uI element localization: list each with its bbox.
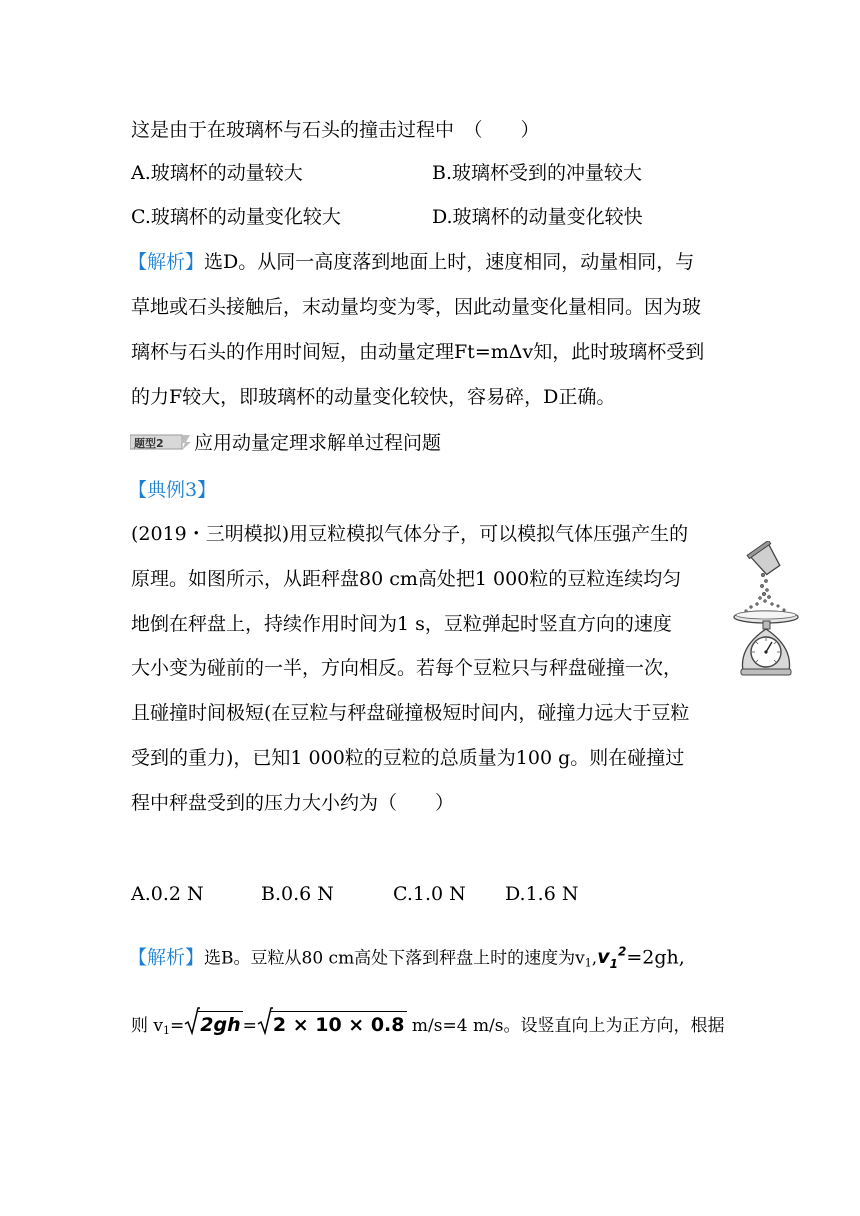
- example-line: 受到的重力)，已知1 000粒的豆粒的总质量为100 g。则在碰撞过: [131, 747, 685, 769]
- option-b: B.玻璃杯受到的冲量较大: [432, 162, 643, 184]
- example-tag: 【典例3】: [128, 479, 217, 501]
- option-a: A.0.2 N: [131, 883, 204, 905]
- section-badge-icon: [130, 433, 192, 451]
- option-d: D.玻璃杯的动量变化较快: [432, 206, 643, 228]
- option-c: C.玻璃杯的动量变化较大: [131, 206, 341, 228]
- section-title: 应用动量定理求解单过程问题: [194, 432, 442, 454]
- question-stem: 这是由于在玻璃杯与石头的撞击过程中 （ ）: [131, 119, 540, 141]
- radical-icon: [257, 1007, 273, 1035]
- analysis-line: 草地或石头接触后，末动量均变为零，因此动量变化量相同。因为玻: [131, 296, 702, 318]
- scale-illustration: [733, 541, 817, 677]
- example-line: 大小变为碰前的一半，方向相反。若每个豆粒只与秤盘碰撞一次，: [131, 657, 683, 679]
- sqrt-2gh: 2gh: [184, 1011, 242, 1037]
- formula-v1-squared: $v_1^2$: [597, 945, 627, 972]
- option-b: B.0.6 N: [261, 883, 334, 905]
- analysis-line: 的力F较大，即玻璃杯的动量变化较快，容易碎，D正确。: [131, 386, 616, 408]
- subscript: 1: [584, 956, 592, 970]
- radical-icon: [184, 1007, 200, 1035]
- example-line: (2019・三明模拟)用豆粒模拟气体分子，可以模拟气体压强产生的: [131, 523, 689, 545]
- section-heading: [130, 431, 441, 455]
- scale-with-beans-image: [733, 541, 817, 677]
- analysis-tag: 【解析】: [128, 946, 205, 969]
- formula-tail: =2gh,: [626, 946, 685, 969]
- example-line: 程中秤盘受到的压力大小约为（ ）: [131, 792, 455, 814]
- analysis-line: 选D。从同一高度落到地面上时，速度相同，动量相同，与: [204, 251, 695, 273]
- analysis-line-formula: 则 $v_1=$ 2gh = 2 × 10 × 0.8 m/s=4 m/s。设竖直向上为正方向，根据: [131, 1011, 725, 1043]
- option-d: D.1.6 N: [505, 883, 579, 905]
- option-c: C.1.0 N: [393, 883, 466, 905]
- analysis-tag: 【解析】: [128, 251, 205, 273]
- sqrt-2x10x0.8: 2 × 10 × 0.8: [257, 1011, 407, 1037]
- analysis-line: 璃杯与石头的作用时间短，由动量定理Ft=mΔv知，此时玻璃杯受到: [131, 341, 705, 363]
- analysis-line: 选B。豆粒从80 cm高处下落到秤盘上时的速度为v: [204, 948, 585, 969]
- example-line: 地倒在秤盘上，持续作用时间为1 s，豆粒弹起时竖直方向的速度: [131, 613, 672, 635]
- analysis-paragraph-2: 【解析】选B。豆粒从80 cm高处下落到秤盘上时的速度为$v_1,v_1^2=2gh$,: [128, 945, 685, 972]
- analysis-paragraph-1: [128, 250, 694, 274]
- example-line: 且碰撞时间极短(在豆粒与秤盘碰撞极短时间内，碰撞力远大于豆粒: [131, 702, 690, 724]
- option-a: A.玻璃杯的动量较大: [131, 162, 303, 184]
- example-line: 原理。如图所示，从距秤盘80 cm高处把1 000粒的豆粒连续均匀: [131, 568, 682, 590]
- badge-label: 题型2: [134, 437, 164, 450]
